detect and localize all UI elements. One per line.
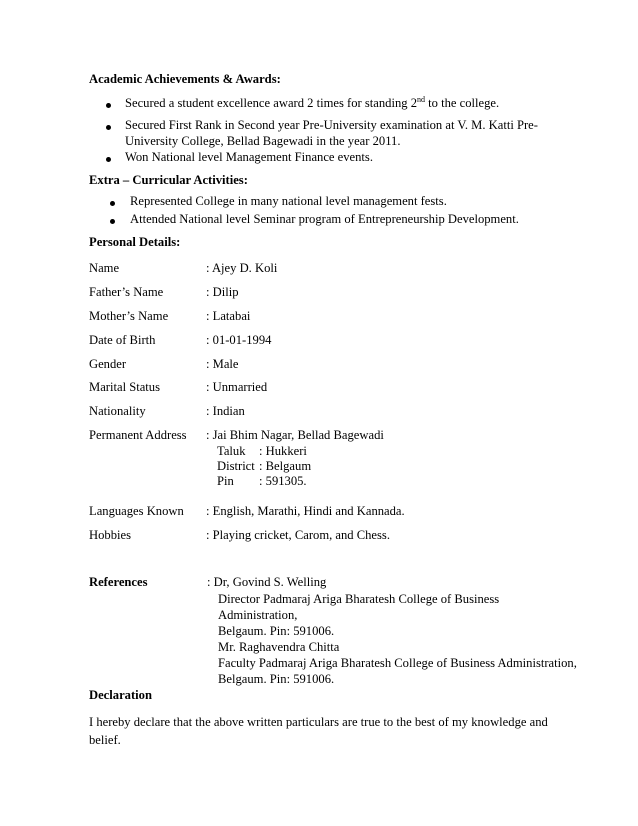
reference-line: Belgaum. Pin: 591006. [218,624,335,638]
detail-value: : Jai Bhim Nagar, Bellad Bagewadi [206,428,384,442]
academic-item-1-sup: nd [417,95,425,104]
academic-item-3: Won National level Management Finance events. [125,150,373,164]
extra-item-2: Attended National level Seminar program of Entrepreneurship Development. [130,212,519,226]
bullet-icon [106,103,111,108]
address-pin-label: Pin [217,474,234,488]
address-taluk-value: : Hukkeri [259,444,307,458]
languages-value: : English, Marathi, Hindi and Kannada. [206,504,405,518]
address-taluk-label: Taluk [217,444,246,458]
reference-line: Faculty Padmaraj Ariga Bharatesh College of Business Administration, [218,656,577,670]
reference-line: Mr. Raghavendra Chitta [218,640,340,654]
academic-heading: Academic Achievements & Awards: [89,72,281,86]
detail-value: : Unmarried [206,380,268,394]
bullet-icon [106,157,111,162]
bullet-icon [110,201,115,206]
detail-label: Father’s Name [89,285,164,299]
detail-value: : 01-01-1994 [206,333,272,347]
extra-item-1: Represented College in many national level management fests. [130,194,447,208]
reference-line: : Dr, Govind S. Welling [207,575,327,589]
academic-item-1 [125,96,499,111]
academic-item-1-text: Secured a student excellence award 2 times for standing 2 [125,96,417,110]
bullet-icon [110,219,115,224]
detail-value: : Dilip [206,285,239,299]
reference-line: Belgaum. Pin: 591006. [218,672,335,686]
academic-item-2-line2: University College, Bellad Bagewadi in the year 2011. [125,134,401,148]
references-heading: References [89,575,148,589]
detail-label: Marital Status [89,380,161,394]
detail-label: Name [89,261,120,275]
detail-label: Nationality [89,404,146,418]
detail-label: Gender [89,357,127,371]
detail-value: : Male [206,357,239,371]
detail-value: : Latabai [206,309,251,323]
address-district-label: District [217,459,255,473]
extra-heading: Extra – Curricular Activities: [89,173,248,187]
reference-line: Administration, [218,608,298,622]
academic-item-1-text-end: to the college. [425,96,500,110]
detail-label: Mother’s Name [89,309,169,323]
address-pin-value: : 591305. [259,474,307,488]
declaration-line1: I hereby declare that the above written particulars are true to the best of my knowledge and [89,715,548,729]
personal-heading: Personal Details: [89,235,181,249]
detail-label: Date of Birth [89,333,156,347]
declaration-line2: belief. [89,733,121,747]
reference-line: Director Padmaraj Ariga Bharatesh College of Business [218,592,500,606]
detail-value: : Ajey D. Koli [206,261,278,275]
hobbies-value: : Playing cricket, Carom, and Chess. [206,528,390,542]
academic-item-2-line1: Secured First Rank in Second year Pre-University examination at V. M. Katti Pre- [125,118,538,132]
declaration-heading: Declaration [89,688,152,702]
detail-value: : Indian [206,404,245,418]
address-district-value: : Belgaum [259,459,312,473]
hobbies-label: Hobbies [89,528,131,542]
bullet-icon [106,125,111,130]
languages-label: Languages Known [89,504,184,518]
detail-label: Permanent Address [89,428,187,442]
